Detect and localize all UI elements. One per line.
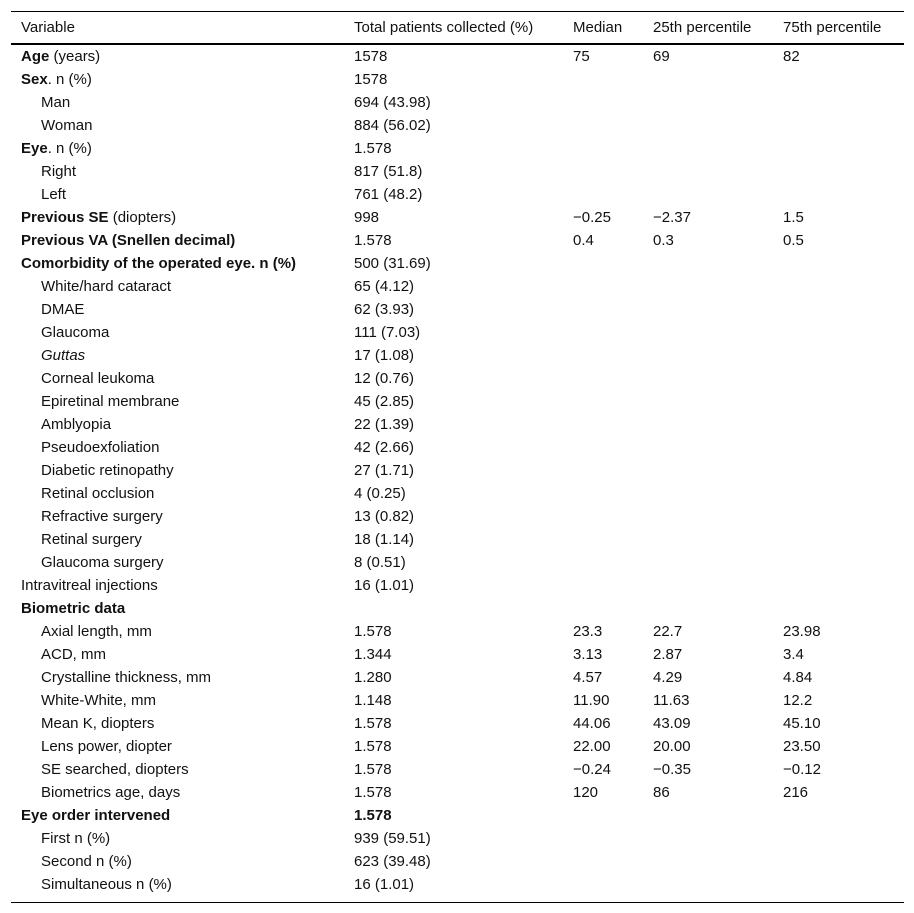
- row-variable-label: [11, 91, 344, 114]
- p25-cell: 20.00: [653, 737, 691, 755]
- variable-detail: First n (%): [41, 829, 111, 847]
- p25-cell: [643, 597, 773, 620]
- table-row: [11, 712, 904, 735]
- total-patients-cell: 22 (1.39): [354, 415, 415, 433]
- p25-cell: [643, 436, 773, 459]
- p25-cell: [643, 275, 773, 298]
- table-row: [11, 252, 904, 275]
- table-row: [11, 873, 904, 903]
- table-row: [11, 44, 904, 68]
- total-patients-cell: 884 (56.02): [354, 116, 431, 134]
- row-variable-label: [11, 712, 344, 735]
- table-row: [11, 344, 904, 367]
- variable-detail: Man: [41, 93, 71, 111]
- header-total-patients: Total patients collected (%): [354, 18, 534, 36]
- total-patients-cell: 18 (1.14): [354, 530, 415, 548]
- median-cell: [563, 68, 643, 91]
- header-75th-percentile: 75th percentile: [783, 18, 882, 36]
- variable-name: Previous SE: [21, 208, 109, 226]
- data-table-container: [11, 11, 904, 903]
- total-patients-cell: 16 (1.01): [354, 875, 415, 893]
- p25-cell: [643, 804, 773, 827]
- row-variable-label: [11, 781, 344, 804]
- variable-detail: Corneal leukoma: [41, 369, 155, 387]
- table-row: [11, 528, 904, 551]
- variable-name: Comorbidity of the operated eye. n (%): [21, 254, 297, 272]
- variable-detail: White/hard cataract: [41, 277, 172, 295]
- p75-cell: 1.5: [783, 208, 804, 226]
- p75-cell: [773, 344, 904, 367]
- total-patients-cell: 42 (2.66): [354, 438, 415, 456]
- variable-detail: Refractive surgery: [41, 507, 163, 525]
- variable-name: Eye: [21, 139, 48, 157]
- total-patients-cell: 623 (39.48): [354, 852, 431, 870]
- row-variable-label: [11, 206, 344, 229]
- p75-cell: [773, 850, 904, 873]
- variable-name: Age: [21, 47, 50, 65]
- median-cell: [563, 160, 643, 183]
- variable-name: Previous VA (Snellen decimal): [21, 231, 236, 249]
- total-patients-cell: 1.578: [354, 806, 392, 824]
- table-row: [11, 666, 904, 689]
- p75-cell: [773, 574, 904, 597]
- p25-cell: [643, 551, 773, 574]
- p25-cell: [643, 873, 773, 903]
- p25-cell: [643, 413, 773, 436]
- median-cell: [563, 827, 643, 850]
- p75-cell: [773, 482, 904, 505]
- median-cell: [563, 321, 643, 344]
- total-patients-cell: 111 (7.03): [354, 323, 421, 341]
- p75-cell: [773, 160, 904, 183]
- p25-cell: [643, 367, 773, 390]
- p75-cell: [773, 551, 904, 574]
- variable-detail: Biometrics age, days: [41, 783, 181, 801]
- table-row: [11, 574, 904, 597]
- row-variable-label: [11, 850, 344, 873]
- variable-detail: Left: [41, 185, 67, 203]
- p75-cell: [773, 321, 904, 344]
- median-cell: 0.4: [573, 231, 594, 249]
- table-row: [11, 160, 904, 183]
- row-variable-label: [11, 505, 344, 528]
- variable-detail: Diabetic retinopathy: [41, 461, 174, 479]
- p75-cell: 0.5: [783, 231, 804, 249]
- total-patients-cell: 1578: [354, 70, 388, 88]
- row-variable-label: [11, 68, 344, 91]
- p25-cell: 22.7: [653, 622, 683, 640]
- row-variable-label: [11, 459, 344, 482]
- variable-detail: DMAE: [41, 300, 85, 318]
- total-patients-cell: 13 (0.82): [354, 507, 415, 525]
- median-cell: [563, 574, 643, 597]
- p75-cell: [773, 91, 904, 114]
- median-cell: 11.90: [573, 691, 610, 709]
- table-row: [11, 735, 904, 758]
- row-variable-label: [11, 252, 344, 275]
- p75-cell: [773, 413, 904, 436]
- median-cell: 23.3: [573, 622, 603, 640]
- p75-cell: 12.2: [783, 691, 813, 709]
- row-variable-label: [11, 436, 344, 459]
- median-cell: [563, 252, 643, 275]
- row-variable-label: [11, 551, 344, 574]
- table-row: [11, 183, 904, 206]
- variable-detail: Amblyopia: [41, 415, 112, 433]
- table-row: [11, 597, 904, 620]
- row-variable-label: [11, 482, 344, 505]
- median-cell: [563, 850, 643, 873]
- table-row: [11, 206, 904, 229]
- header-25th-percentile: 25th percentile: [653, 18, 752, 36]
- variable-detail: Glaucoma surgery: [41, 553, 164, 571]
- p25-cell: 2.87: [653, 645, 683, 663]
- median-cell: [563, 804, 643, 827]
- table-row: [11, 620, 904, 643]
- median-cell: [563, 344, 643, 367]
- p25-cell: [643, 114, 773, 137]
- total-patients-cell: [344, 597, 563, 620]
- median-cell: [563, 505, 643, 528]
- p25-cell: [643, 298, 773, 321]
- total-patients-cell: 1.578: [354, 760, 392, 778]
- median-cell: 3.13: [573, 645, 603, 663]
- total-patients-cell: 1.578: [354, 622, 392, 640]
- variable-name: Sex: [21, 70, 48, 88]
- row-variable-label: [11, 367, 344, 390]
- variable-name: Biometric data: [21, 599, 126, 617]
- total-patients-cell: 1.578: [354, 714, 392, 732]
- median-cell: 4.57: [573, 668, 603, 686]
- p75-cell: 4.84: [783, 668, 813, 686]
- p75-cell: [773, 873, 904, 903]
- p75-cell: [773, 436, 904, 459]
- p75-cell: [773, 137, 904, 160]
- median-cell: [563, 873, 643, 903]
- table-row: [11, 804, 904, 827]
- total-patients-cell: 8 (0.51): [354, 553, 406, 571]
- p75-cell: [773, 114, 904, 137]
- row-variable-label: [11, 804, 344, 827]
- variable-detail: Woman: [41, 116, 93, 134]
- median-cell: [563, 528, 643, 551]
- p75-cell: [773, 804, 904, 827]
- row-variable-label: [11, 528, 344, 551]
- variable-detail: Epiretinal membrane: [41, 392, 180, 410]
- median-cell: 120: [573, 783, 599, 801]
- variable-detail: SE searched, diopters: [41, 760, 189, 778]
- total-patients-cell: 817 (51.8): [354, 162, 423, 180]
- table-row: [11, 551, 904, 574]
- p75-cell: 23.50: [783, 737, 821, 755]
- median-cell: 44.06: [573, 714, 611, 732]
- table-row: [11, 827, 904, 850]
- table-row: [11, 643, 904, 666]
- table-row: [11, 298, 904, 321]
- p75-cell: −0.12: [783, 760, 821, 778]
- row-variable-label: [11, 735, 344, 758]
- total-patients-cell: 1.148: [354, 691, 392, 709]
- median-cell: [563, 183, 643, 206]
- p25-cell: −2.37: [653, 208, 691, 226]
- median-cell: [563, 482, 643, 505]
- total-patients-cell: 4 (0.25): [354, 484, 406, 502]
- median-cell: 75: [573, 47, 590, 65]
- p25-cell: 0.3: [653, 231, 674, 249]
- row-variable-label: [11, 689, 344, 712]
- p25-cell: [643, 252, 773, 275]
- total-patients-cell: 694 (43.98): [354, 93, 431, 111]
- total-patients-cell: 45 (2.85): [354, 392, 415, 410]
- row-variable-label: [11, 390, 344, 413]
- total-patients-cell: 1.578: [354, 139, 392, 157]
- median-cell: [563, 597, 643, 620]
- row-variable-label: [11, 160, 344, 183]
- variable-detail: White-White, mm: [41, 691, 157, 709]
- total-patients-cell: 1.280: [354, 668, 392, 686]
- row-variable-label: [11, 344, 344, 367]
- row-variable-label: [11, 321, 344, 344]
- median-cell: [563, 137, 643, 160]
- row-variable-label: [11, 643, 344, 666]
- table-row: [11, 413, 904, 436]
- row-variable-label: [11, 873, 344, 903]
- row-variable-label: [11, 758, 344, 781]
- total-patients-cell: 500 (31.69): [354, 254, 431, 272]
- p75-cell: [773, 390, 904, 413]
- variable-detail: Glaucoma: [41, 323, 110, 341]
- total-patients-cell: 1.344: [354, 645, 392, 663]
- p25-cell: [643, 482, 773, 505]
- median-cell: 22.00: [573, 737, 611, 755]
- p25-cell: [643, 68, 773, 91]
- row-variable-label: [11, 597, 344, 620]
- median-cell: −0.25: [573, 208, 611, 226]
- p75-cell: 3.4: [783, 645, 804, 663]
- total-patients-cell: 761 (48.2): [354, 185, 423, 203]
- median-cell: [563, 459, 643, 482]
- total-patients-cell: 1578: [354, 47, 388, 65]
- table-row: [11, 850, 904, 873]
- header-row: [11, 12, 904, 44]
- p25-cell: [643, 160, 773, 183]
- row-variable-label: [11, 827, 344, 850]
- p75-cell: [773, 459, 904, 482]
- p75-cell: 82: [783, 47, 800, 65]
- table-body: [11, 44, 904, 903]
- p75-cell: [773, 68, 904, 91]
- table-row: [11, 229, 904, 252]
- table-row: [11, 390, 904, 413]
- row-variable-label: [11, 574, 344, 597]
- p25-cell: 11.63: [653, 691, 690, 709]
- variable-detail: Simultaneous n (%): [41, 875, 172, 893]
- variable-detail: (years): [49, 47, 101, 65]
- variable-detail: Axial length, mm: [41, 622, 152, 640]
- p25-cell: 4.29: [653, 668, 683, 686]
- p25-cell: [643, 574, 773, 597]
- table-row: [11, 459, 904, 482]
- p75-cell: [773, 367, 904, 390]
- table-row: [11, 367, 904, 390]
- total-patients-cell: 17 (1.08): [354, 346, 415, 364]
- total-patients-cell: 16 (1.01): [354, 576, 415, 594]
- variable-detail: Retinal surgery: [41, 530, 142, 548]
- median-cell: [563, 551, 643, 574]
- total-patients-cell: 65 (4.12): [354, 277, 415, 295]
- p75-cell: [773, 275, 904, 298]
- p25-cell: 43.09: [653, 714, 691, 732]
- variable-detail: . n (%): [47, 70, 92, 88]
- p75-cell: [773, 528, 904, 551]
- p25-cell: [643, 528, 773, 551]
- table-row: [11, 137, 904, 160]
- variable-detail: Guttas: [41, 346, 86, 364]
- p25-cell: −0.35: [653, 760, 691, 778]
- median-cell: −0.24: [573, 760, 611, 778]
- row-variable-label: [11, 666, 344, 689]
- median-cell: [563, 390, 643, 413]
- p75-cell: [773, 827, 904, 850]
- variable-detail: Intravitreal injections: [21, 576, 158, 594]
- median-cell: [563, 298, 643, 321]
- variable-detail: Second n (%): [41, 852, 132, 870]
- p25-cell: [643, 137, 773, 160]
- p75-cell: [773, 183, 904, 206]
- p25-cell: [643, 344, 773, 367]
- header-variable: Variable: [21, 18, 75, 36]
- table-row: [11, 68, 904, 91]
- total-patients-cell: 998: [354, 208, 380, 226]
- median-cell: [563, 114, 643, 137]
- table-row: [11, 482, 904, 505]
- row-variable-label: [11, 114, 344, 137]
- table-row: [11, 321, 904, 344]
- variable-detail: (diopters): [108, 208, 177, 226]
- p25-cell: [643, 827, 773, 850]
- row-variable-label: [11, 183, 344, 206]
- median-cell: [563, 91, 643, 114]
- total-patients-cell: 1.578: [354, 737, 392, 755]
- variable-detail: Right: [41, 162, 77, 180]
- median-cell: [563, 413, 643, 436]
- p25-cell: [643, 459, 773, 482]
- p75-cell: [773, 298, 904, 321]
- p25-cell: 86: [653, 783, 670, 801]
- table-row: [11, 91, 904, 114]
- variable-detail: Lens power, diopter: [41, 737, 172, 755]
- p75-cell: [773, 505, 904, 528]
- table-row: [11, 781, 904, 804]
- table-header: [11, 12, 904, 44]
- table-row: [11, 758, 904, 781]
- row-variable-label: [11, 275, 344, 298]
- median-cell: [563, 367, 643, 390]
- table-row: [11, 275, 904, 298]
- median-cell: [563, 275, 643, 298]
- row-variable-label: [11, 137, 344, 160]
- variable-detail: Crystalline thickness, mm: [41, 668, 212, 686]
- total-patients-cell: 27 (1.71): [354, 461, 415, 479]
- table-row: [11, 436, 904, 459]
- total-patients-cell: 12 (0.76): [354, 369, 415, 387]
- row-variable-label: [11, 298, 344, 321]
- table-row: [11, 505, 904, 528]
- p25-cell: [643, 390, 773, 413]
- p75-cell: [773, 597, 904, 620]
- p75-cell: 23.98: [783, 622, 821, 640]
- p25-cell: [643, 850, 773, 873]
- p75-cell: [773, 252, 904, 275]
- variable-detail: ACD, mm: [41, 645, 106, 663]
- variable-detail: Pseudoexfoliation: [41, 438, 160, 456]
- row-variable-label: [11, 44, 344, 68]
- variable-detail: . n (%): [47, 139, 92, 157]
- p25-cell: [643, 183, 773, 206]
- variable-name: Eye order intervened: [21, 806, 171, 824]
- p25-cell: 69: [653, 47, 670, 65]
- variable-detail: Mean K, diopters: [41, 714, 155, 732]
- p25-cell: [643, 505, 773, 528]
- total-patients-cell: 1.578: [354, 783, 392, 801]
- median-cell: [563, 436, 643, 459]
- p25-cell: [643, 91, 773, 114]
- p25-cell: [643, 321, 773, 344]
- row-variable-label: [11, 620, 344, 643]
- header-median: Median: [573, 18, 623, 36]
- total-patients-cell: 939 (59.51): [354, 829, 431, 847]
- p75-cell: 45.10: [783, 714, 821, 732]
- total-patients-cell: 1.578: [354, 231, 392, 249]
- variable-detail: Retinal occlusion: [41, 484, 155, 502]
- row-variable-label: [11, 229, 344, 252]
- patient-characteristics-table: [11, 11, 904, 903]
- table-row: [11, 689, 904, 712]
- row-variable-label: [11, 413, 344, 436]
- table-row: [11, 114, 904, 137]
- p75-cell: 216: [783, 783, 809, 801]
- total-patients-cell: 62 (3.93): [354, 300, 415, 318]
